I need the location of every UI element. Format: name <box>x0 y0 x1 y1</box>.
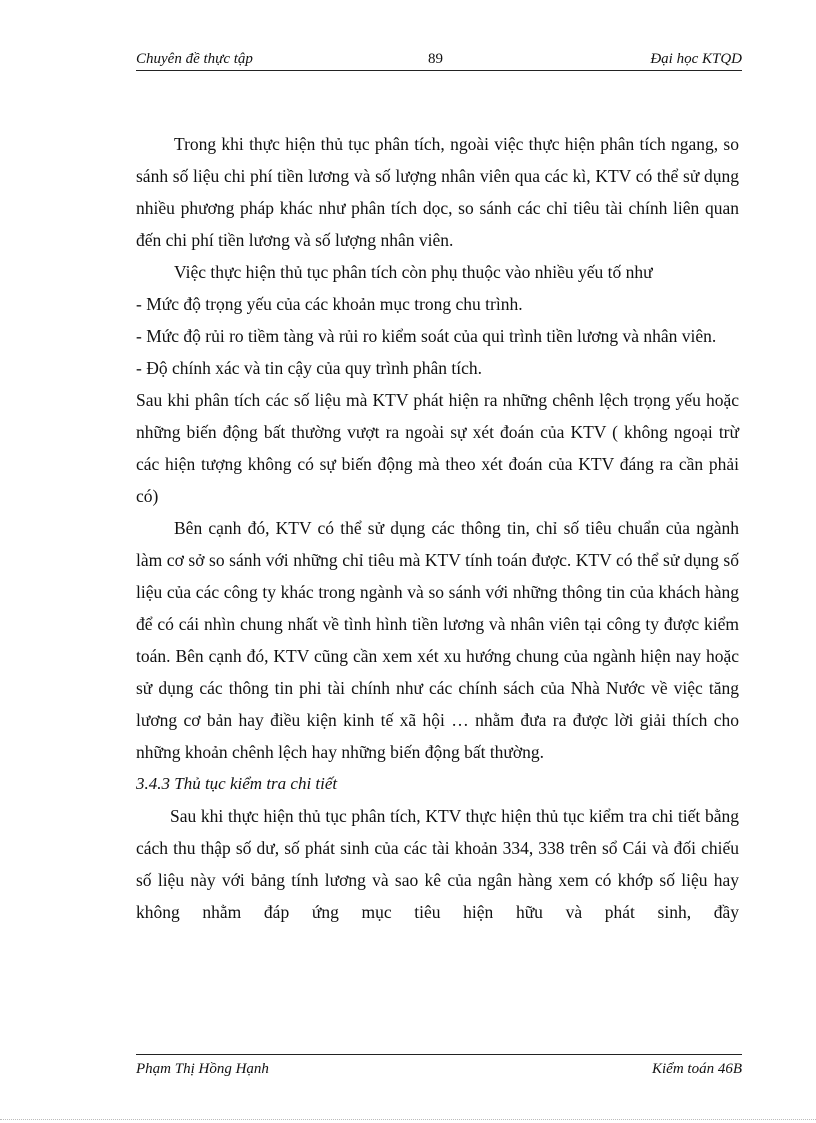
header-university: Đại học KTQD <box>650 51 742 67</box>
document-body <box>136 128 739 928</box>
page-number: 89 <box>428 51 443 67</box>
page-bottom-divider <box>0 1119 816 1120</box>
footer-class: Kiểm toán 46B <box>652 1061 742 1077</box>
paragraph-analysis-intro: Trong khi thực hiện thủ tục phân tích, ngoài việc thực hiện phân tích ngang, so sánh số liệu chi phí tiền lương và số lượng nhân viên qua các kì, KTV có thể sử dụng nhiều phương pháp khác như phân tích dọc, so sánh các chỉ tiêu tài chính liên quan đến chi phí tiền lương và số lượng nhân viên. <box>136 134 739 250</box>
footer-author: Phạm Thị Hồng Hạnh <box>136 1061 269 1077</box>
page-header <box>136 48 742 71</box>
page-footer <box>136 1054 742 1079</box>
bullet-materiality: - Mức độ trọng yếu của các khoản mục trong chu trình. <box>136 294 523 314</box>
bullet-accuracy: - Độ chính xác và tin cậy của quy trình phân tích. <box>136 358 483 378</box>
paragraph-factors-intro: Việc thực hiện thủ tục phân tích còn phụ thuộc vào nhiều yếu tố như <box>174 262 653 282</box>
paragraph-after-analysis: Sau khi phân tích các số liệu mà KTV phát hiện ra những chênh lệch trọng yếu hoặc những biến động bất thường vượt ra ngoài sự xét đoán của KTV ( không ngoại trừ các hiện tượng không có sự biến động mà theo xét đoán của KTV đáng ra cần phải có) <box>136 390 739 506</box>
paragraph-industry-comparison: Bên cạnh đó, KTV có thể sử dụng các thông tin, chỉ số tiêu chuẩn của ngành làm cơ sở so sánh với những chỉ tiêu mà KTV tính toán được. KTV có thể sử dụng số liệu của các công ty khác trong ngành và so sánh với những thông tin của khách hàng để có cái nhìn chung nhất về tình hình tiền lương và nhân viên tại công ty được kiểm toán. Bên cạnh đó, KTV cũng cần xem xét xu hướng chung của ngành hiện nay hoặc sử dụng các thông tin phi tài chính như các chính sách của Nhà Nước về việc tăng lương cơ bản hay điều kiện kinh tế xã hội … nhằm đưa ra được lời giải thích cho những khoản chênh lệch hay những biến động bất thường. <box>136 518 739 762</box>
bullet-risk: - Mức độ rủi ro tiềm tàng và rủi ro kiểm soát của qui trình tiền lương và nhân viên. <box>136 326 717 346</box>
header-document-title: Chuyên đề thực tập <box>136 51 253 67</box>
section-heading: 3.4.3 Thủ tục kiểm tra chi tiết <box>136 774 338 793</box>
paragraph-detail-tests: Sau khi thực hiện thủ tục phân tích, KTV thực hiện thủ tục kiểm tra chi tiết bằng cách thu thập số dư, số phát sinh của các tài khoản 334, 338 trên sổ Cái và đối chiếu số liệu này với bảng tính lương và sao kê của ngân hàng xem có khớp số liệu hay không nhằm đáp ứng mục tiêu hiện hữu và phát sinh, đầy <box>136 806 739 922</box>
